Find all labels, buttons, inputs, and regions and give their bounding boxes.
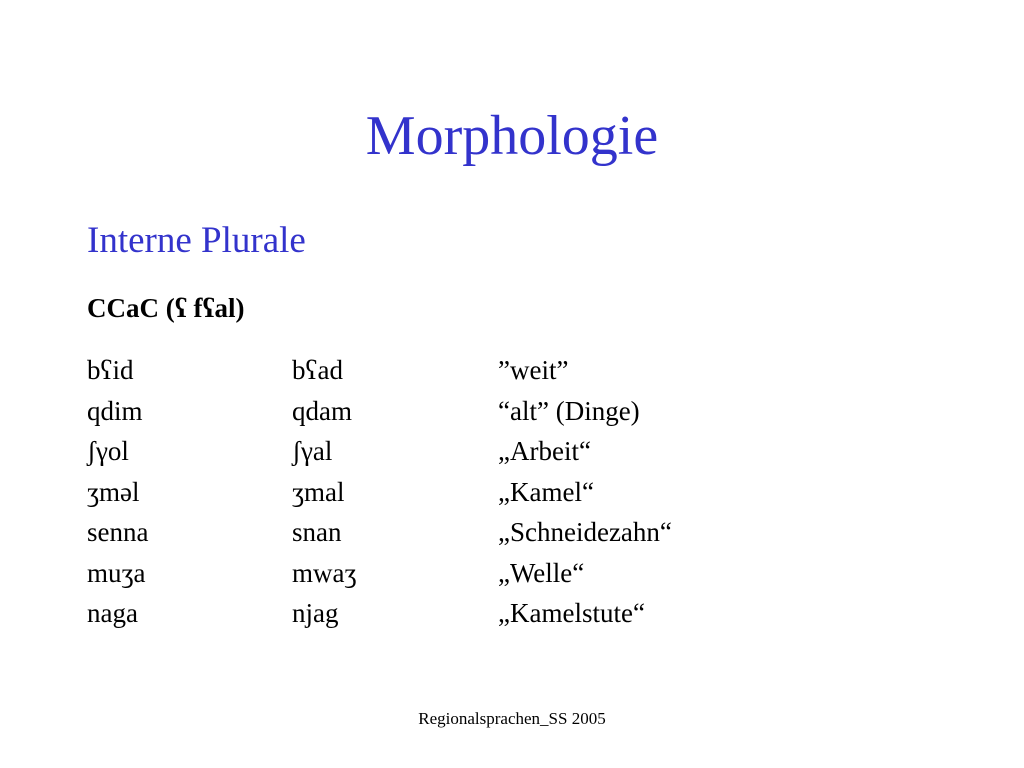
word-row bbox=[87, 350, 672, 391]
pattern-heading: CCaC (ʕ fʕal) bbox=[87, 293, 245, 323]
gloss-cell: ”weit” bbox=[498, 355, 569, 385]
gloss-cell: „Welle“ bbox=[498, 557, 585, 588]
plural-cell: ʒmal bbox=[292, 476, 345, 507]
singular-cell: ʃγol bbox=[87, 436, 129, 466]
plural-cell: mwaʒ bbox=[292, 557, 357, 588]
slide-subtitle: Interne Plurale bbox=[87, 220, 306, 261]
singular-cell: bʕid bbox=[87, 355, 134, 385]
gloss-cell: “alt” (Dinge) bbox=[498, 395, 640, 426]
gloss-cell: „Schneidezahn“ bbox=[498, 517, 672, 547]
slide-title: Morphologie bbox=[365, 105, 659, 167]
singular-cell: qdim bbox=[87, 395, 143, 426]
plural-cell: qdam bbox=[292, 395, 352, 426]
word-row bbox=[87, 431, 672, 472]
plural-cell: njag bbox=[292, 598, 339, 628]
singular-cell: naga bbox=[87, 598, 138, 628]
singular-cell: ʒməl bbox=[87, 476, 140, 507]
word-row bbox=[87, 593, 672, 634]
gloss-cell: „Kamelstute“ bbox=[498, 598, 645, 628]
singular-cell: senna bbox=[87, 517, 149, 547]
plural-cell: snan bbox=[292, 517, 342, 547]
word-table bbox=[87, 350, 672, 634]
gloss-cell: „Arbeit“ bbox=[498, 436, 591, 466]
word-row bbox=[87, 472, 672, 513]
word-row bbox=[87, 553, 672, 594]
slide-footer: Regionalsprachen_SS 2005 bbox=[418, 709, 606, 728]
plural-cell: ʃγal bbox=[292, 436, 333, 466]
gloss-cell: „Kamel“ bbox=[498, 476, 594, 507]
word-row bbox=[87, 391, 672, 432]
singular-cell: muʒa bbox=[87, 557, 146, 588]
word-row bbox=[87, 512, 672, 553]
plural-cell: bʕad bbox=[292, 355, 343, 385]
